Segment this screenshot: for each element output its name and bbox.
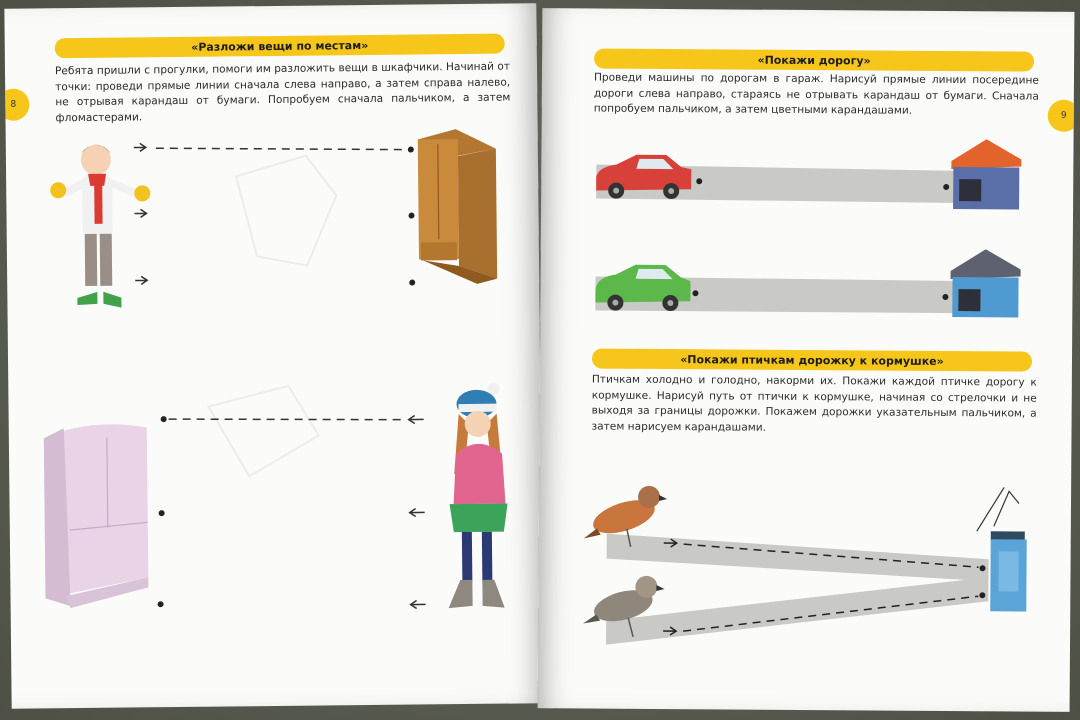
page-number-left: 8 bbox=[4, 89, 29, 121]
right-page-illustrations bbox=[538, 8, 1075, 712]
wardrobe-icon bbox=[418, 129, 498, 285]
left-page bbox=[4, 3, 543, 709]
right-page-text-cars: Проведи машины по дорогам в гараж. Нарисуй прямые линии посередине дороги слева направо, стараясь не отрывать карандаш от бумаги. Сначала попробуем пальчиком, а затем цветными карандашами. bbox=[593, 71, 1039, 117]
right-page-title-birds: «Покажи птичкам дорожку к кормушке» bbox=[592, 349, 1032, 372]
right-page-text-birds: Птичкам холодно и голодно, накорми их. Покажи каждой птичке дорогу к кормушке. Нарисуй путь от птички к кормушке, начиная со стрелочки и не выходя за границы дорожки. Покажем дорожки указательным пальчиком, а затем нарисуем карандашами. bbox=[591, 373, 1037, 434]
wardrobe-pink-icon bbox=[44, 424, 149, 608]
dashed-path-top bbox=[134, 141, 416, 289]
garage-gray-icon bbox=[950, 249, 1020, 317]
boy-icon bbox=[50, 144, 152, 308]
page-number-right: 9 bbox=[1048, 100, 1075, 132]
bird-path-1 bbox=[606, 534, 988, 582]
right-page-title-cars: «Покажи дорогу» bbox=[594, 49, 1034, 72]
dashed-path-bottom bbox=[156, 413, 426, 611]
left-page-title: «Разложи вещи по местам» bbox=[55, 34, 505, 59]
bird-path-2 bbox=[606, 575, 988, 648]
girl-icon bbox=[446, 383, 508, 609]
garage-icon bbox=[951, 139, 1021, 209]
left-page-illustrations bbox=[4, 3, 543, 709]
right-page bbox=[538, 8, 1075, 712]
left-page-text: Ребята пришли с прогулки, помоги им разложить вещи в шкафчики. Начинай от точки: проведи прямые линии сначала слева направо, а затем справа налево, не отрывая карандаш от бумаги. Попробуем сначала пальчиком, а затем фломастерами. bbox=[54, 60, 511, 124]
